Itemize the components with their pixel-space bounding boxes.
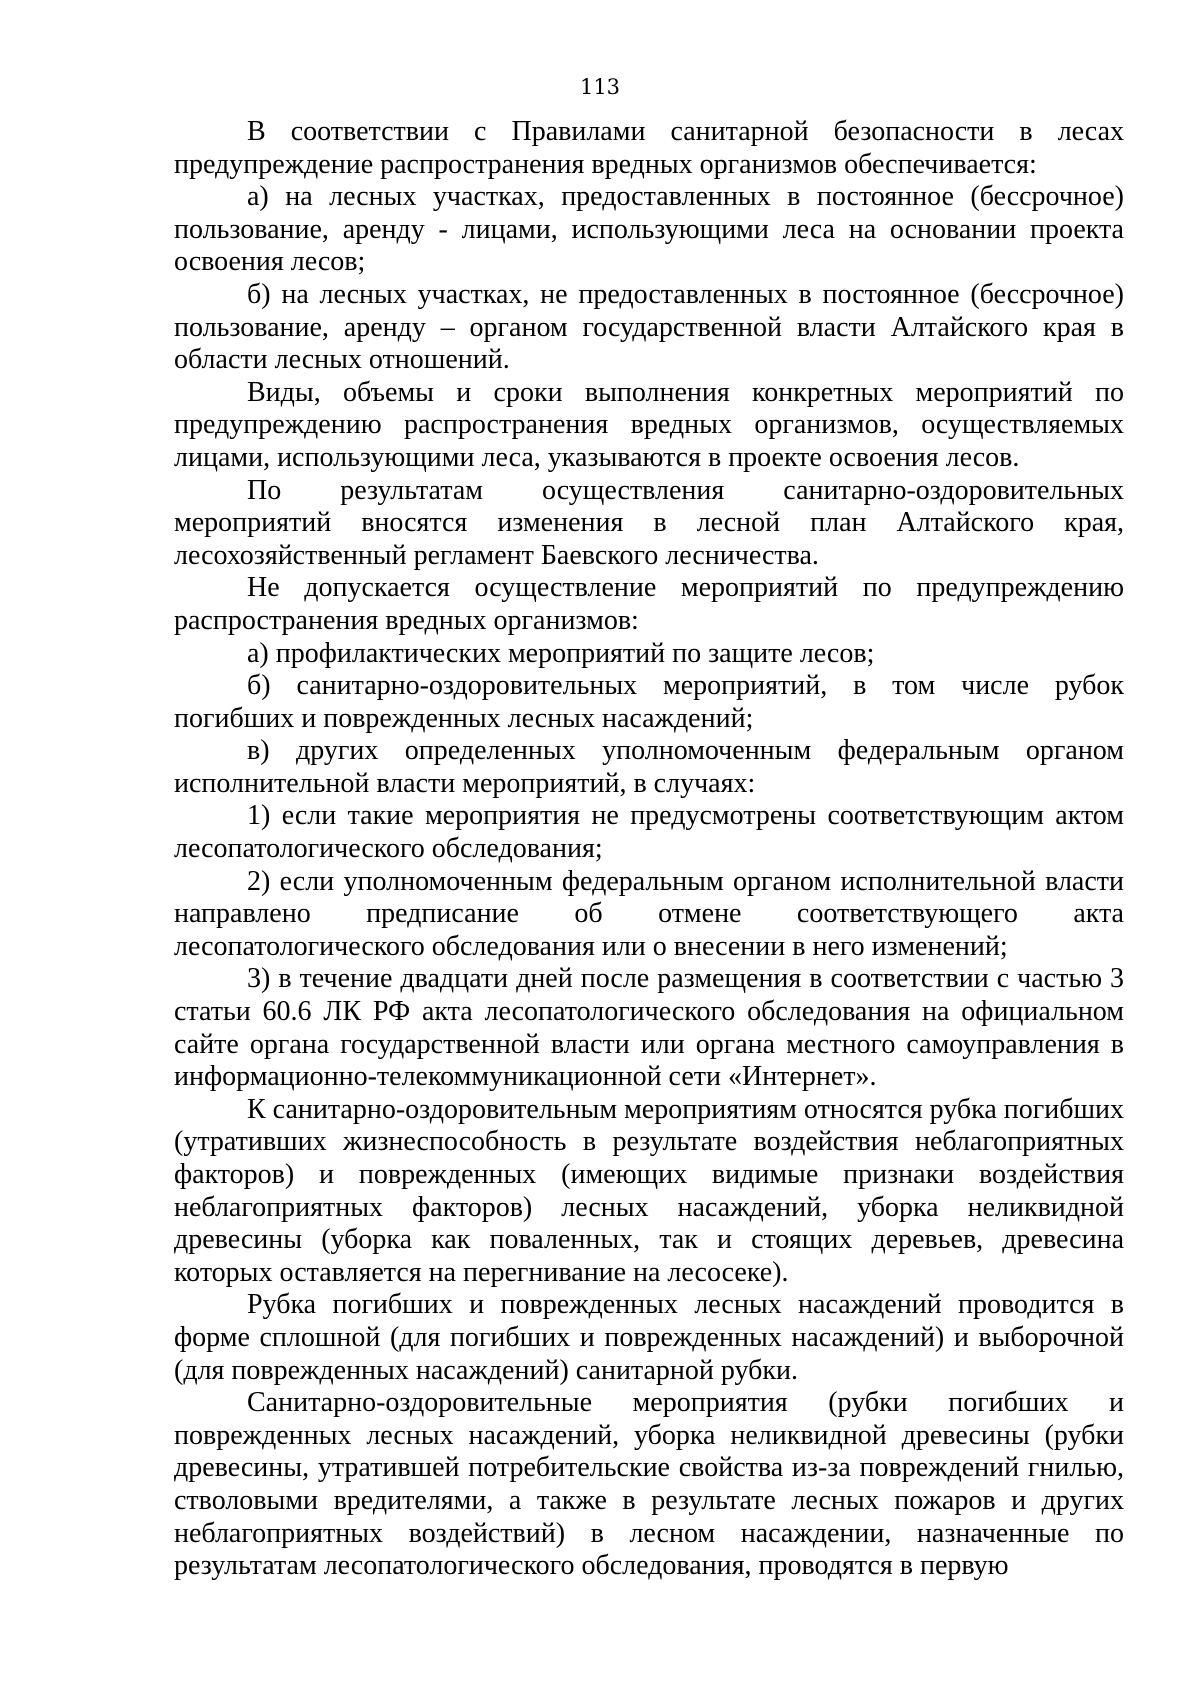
paragraph: в) других определенных уполномоченным федеральным органом исполнительной власти мероприятий, в случаях: [174, 735, 1124, 799]
paragraph: 2) если уполномоченным федеральным органом исполнительной власти направлено предписание об отмене соответствующего акта лесопатологического обследования или о внесении в него изменений; [174, 865, 1124, 962]
page-number: 113 [579, 75, 621, 99]
paragraph: Виды, объемы и сроки выполнения конкретных мероприятий по предупреждению распространения вредных организмов, осуществляемых лицами, использующими леса, указываются в проекте освоения лесов. [174, 376, 1124, 473]
paragraph: а) на лесных участках, предоставленных в постоянное (бессрочное) пользование, аренду - лицами, использующими леса на основании проекта освоения лесов; [174, 181, 1124, 278]
paragraph: 1) если такие мероприятия не предусмотрены соответствующим актом лесопатологического обследования; [174, 800, 1124, 865]
paragraph: К санитарно-оздоровительным мероприятиям относятся рубка погибших (утративших жизнеспособность в результате воздействия неблагоприятных факторов) и поврежденных (имеющих видимые признаки воздействия неблагоприятных факторов) лесных насаждений, уборка неликвидной древесины (уборка как поваленных, так и стоящих деревьев, древесина которых оставляется на перегнивание на лесосеке). [174, 1093, 1124, 1288]
paragraph: Не допускается осуществление мероприятий по предупреждению распространения вредных организмов: [174, 572, 1124, 636]
paragraph: В соответствии с Правилами санитарной безопасности в лесах предупреждение распространения вредных организмов обеспечивается: [174, 116, 1124, 180]
document-body [174, 116, 1124, 1583]
paragraph: Санитарно-оздоровительные мероприятия (рубки погибших и поврежденных лесных насаждений, уборка неликвидной древесины (рубки древесины, утратившей потребительские свойства из-за повреждений гнилью, стволовыми вредителями, а также в результате лесных пожаров и других неблагоприятных воздействий) в лесном насаждении, назначенные по результатам лесопатологического обследования, проводятся в первую [174, 1387, 1124, 1582]
paragraph: По результатам осуществления санитарно-оздоровительных мероприятий вносятся изменения в лесной план Алтайского края, лесохозяйственный регламент Баевского лесничества. [174, 474, 1124, 571]
paragraph: 3) в течение двадцати дней после размещения в соответствии с частью 3 статьи 60.6 ЛК РФ акта лесопатологического обследования на официальном сайте органа государственной власти или органа местного самоуправления в информационно-телекоммуникационной сети «Интернет». [174, 963, 1124, 1093]
paragraph: Рубка погибших и поврежденных лесных насаждений проводится в форме сплошной (для погибших и поврежденных насаждений) и выборочной (для поврежденных насаждений) санитарной рубки. [174, 1289, 1124, 1386]
paragraph: б) на лесных участках, не предоставленных в постоянное (бессрочное) пользование, аренду – органом государственной власти Алтайского края в области лесных отношений. [174, 278, 1124, 376]
paragraph: а) профилактических мероприятий по защите лесов; [247, 637, 875, 669]
paragraph: б) санитарно-оздоровительных мероприятий, в том числе рубок погибших и поврежденных лесных насаждений; [174, 670, 1124, 734]
